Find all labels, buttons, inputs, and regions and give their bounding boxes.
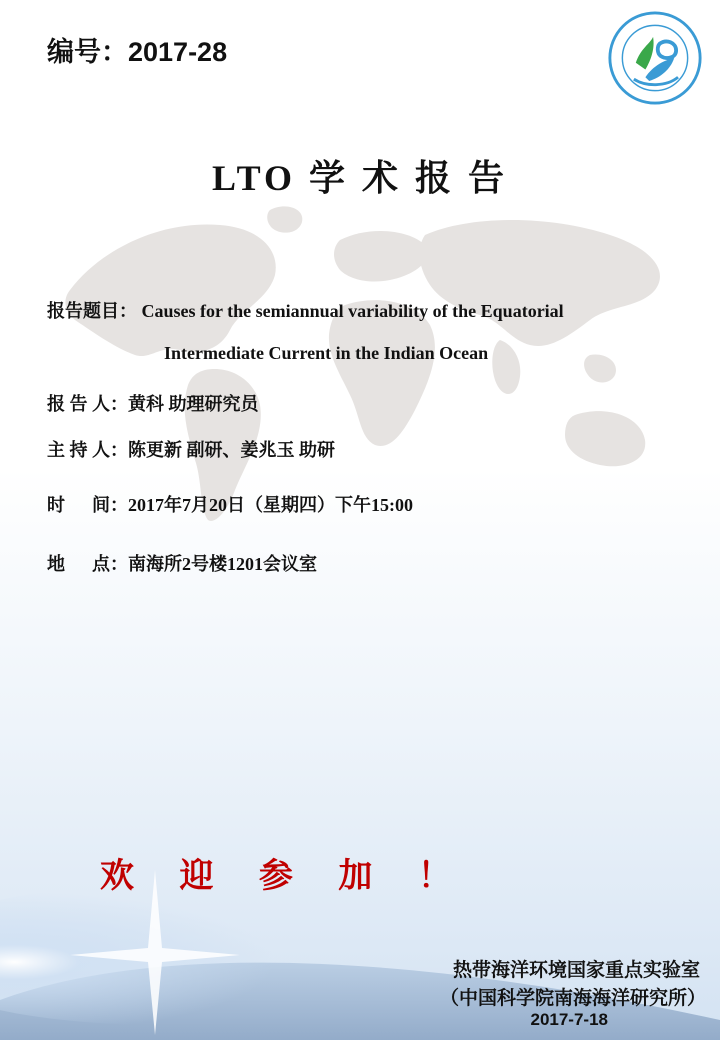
lab-logo-icon (607, 10, 703, 106)
speaker-row (47, 390, 259, 416)
host-label: 主 持 人： (47, 440, 128, 460)
host-row (47, 436, 335, 462)
document-number: 编号：2017-28 (47, 37, 228, 67)
place-row (47, 550, 317, 576)
time-row (47, 491, 413, 517)
issue-date: 2017-7-18 (530, 1010, 608, 1029)
organizer-line2: （中国科学院南海海洋研究所） (439, 988, 706, 1009)
place-label: 地 点： (47, 554, 128, 574)
time-value: 2017年7月20日（星期四）下午15:00 (128, 495, 413, 515)
host-value: 陈更新 副研、姜兆玉 助研 (128, 440, 335, 460)
speaker-label: 报 告 人： (47, 394, 128, 414)
topic-row (47, 297, 564, 323)
topic-value-line2: Intermediate Current in the Indian Ocean (164, 343, 489, 363)
place-value: 南海所2号楼1201会议室 (128, 554, 317, 574)
topic-value-line1: Causes for the semiannual variability of the Equatorial (141, 301, 564, 321)
organizer-line1: 热带海洋环境国家重点实验室 (452, 960, 700, 981)
topic-label: 报告题目： (47, 301, 137, 321)
welcome-message: 欢 迎 参 加 ！ (100, 857, 470, 895)
speaker-value: 黄科 助理研究员 (128, 394, 259, 414)
time-label: 时 间： (47, 495, 128, 515)
page-title: LTO 学 术 报 告 (211, 158, 509, 198)
